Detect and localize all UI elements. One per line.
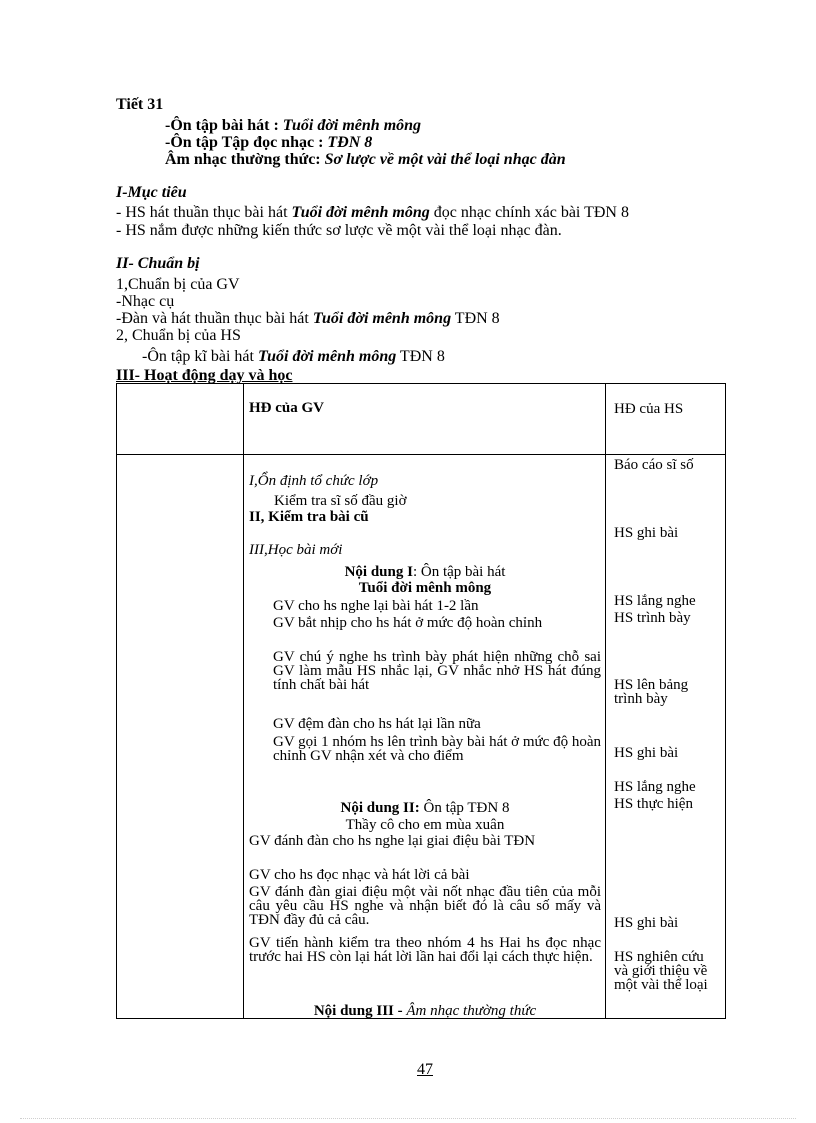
- content-2-title: [249, 801, 601, 815]
- hs-preparation-item: [142, 348, 445, 366]
- music-knowledge-prefix: Âm nhạc thường thức:: [165, 151, 325, 168]
- content-3-label: Nội dung III -: [313, 1003, 407, 1019]
- gv-preparation-item-2: [116, 310, 500, 328]
- hs-activity-3: HS lắng nghe: [614, 593, 696, 609]
- gv-section-2-heading: II, Kiểm tra bài cũ: [249, 509, 369, 525]
- gv-step-4: GV đệm đàn cho hs hát lại lần nữa: [273, 716, 481, 732]
- objective-item-2: - HS nắm được những kiến thức sơ lược về một vài thể loại nhạc đàn.: [116, 222, 562, 239]
- hs-activity-10: HS nghiên cứu và giới thiệu về một vài thể loại: [614, 949, 708, 993]
- gv-step-2: GV bắt nhịp cho hs hát ở mức độ hoàn chỉnh: [273, 615, 543, 631]
- review-sight-reading-prefix: -Ôn tập Tập đọc nhạc :: [165, 134, 328, 151]
- page-bottom-border: [20, 1118, 796, 1119]
- gv-step-7: GV cho hs đọc nhạc và hát lời cả bài: [249, 867, 470, 883]
- content-2-text: Ôn tập TĐN 8: [419, 800, 510, 816]
- hs-activity-7: HS lắng nghe: [614, 779, 696, 795]
- gv-column-header: HĐ của GV: [249, 400, 324, 416]
- gv-section-1-heading: I,Ổn định tổ chức lớp: [249, 473, 379, 489]
- hs-preparation-item-song: Tuổi đời mênh mông: [257, 348, 397, 365]
- gv-step-9: GV tiến hành kiểm tra theo nhóm 4 hs Hai hs đọc nhạc trước hai HS còn lại hát lời lần hai đổi lại cách thực hiện.: [249, 935, 601, 965]
- gv-section-3-heading: III,Học bài mới: [249, 542, 343, 558]
- hs-preparation-item-post: TĐN 8: [396, 348, 445, 365]
- content-2-label: Nội dung II:: [340, 800, 420, 816]
- hs-activity-1: Báo cáo sĩ số: [614, 457, 694, 473]
- gv-step-8: GV đánh đàn giai điệu một vài nốt nhạc đầu tiên của mỗi câu yêu cầu HS nghe và nhận biết đó là câu số mấy và TĐN đầy đủ cả câu.: [249, 884, 601, 928]
- music-knowledge-line: [165, 151, 566, 169]
- content-3-text: Âm nhạc thường thức: [406, 1003, 537, 1019]
- hs-activity-2: HS ghi bài: [614, 525, 679, 541]
- hs-column-header: HĐ của HS: [614, 401, 684, 417]
- gv-preparation-item-1: -Nhạc cụ: [116, 293, 175, 310]
- activities-heading: III- Hoạt động dạy và học: [116, 367, 293, 384]
- gv-preparation-item-2-song: Tuổi đời mênh mông: [312, 310, 452, 327]
- activities-table: [116, 383, 726, 1019]
- review-song-title: Tuổi đời mênh mông: [282, 117, 422, 134]
- objective-item-1: [116, 204, 629, 222]
- lesson-number: Tiết 31: [116, 96, 164, 113]
- hs-activity-5: HS lên bảng trình bày: [614, 677, 689, 707]
- gv-step-3: GV chú ý nghe hs trình bày phát hiện những chỗ sai GV làm mẫu HS nhắc lại, GV nhắc nhở HS hát đúng tính chất bài hát: [273, 649, 601, 693]
- objectives-heading: I-Mục tiêu: [116, 184, 187, 201]
- header-row-divider: [117, 454, 725, 455]
- review-sight-reading-title: TĐN 8: [327, 134, 373, 151]
- hs-activity-4: HS trình bày: [614, 610, 691, 626]
- hs-preparation-heading: 2, Chuẩn bị của HS: [116, 327, 241, 344]
- music-knowledge-title: Sơ lược về một vài thể loại nhạc đàn: [324, 151, 566, 168]
- review-sight-reading-line: [165, 134, 372, 152]
- column-divider-1: [243, 384, 244, 1018]
- content-1-title: [249, 565, 601, 579]
- content-1-song: Tuổi đời mênh mông: [358, 580, 492, 596]
- objective-item-1-song: Tuổi đời mênh mông: [291, 204, 430, 221]
- hs-preparation-item-pre: -Ôn tập kĩ bài hát: [142, 348, 258, 365]
- gv-preparation-item-2-pre: -Đàn và hát thuần thục bài hát: [116, 310, 313, 327]
- hs-activity-9: HS ghi bài: [614, 915, 679, 931]
- preparation-heading: II- Chuẩn bị: [116, 255, 200, 272]
- hs-activity-6: HS ghi bài: [614, 745, 679, 761]
- content-2-song: Thầy cô cho em mùa xuân: [345, 817, 505, 833]
- gv-preparation-heading: 1,Chuẩn bị của GV: [116, 276, 240, 293]
- column-divider-2: [605, 384, 606, 1018]
- gv-step-1: GV cho hs nghe lại bài hát 1-2 lần: [273, 598, 479, 614]
- gv-step-6: GV đánh đàn cho hs nghe lại giai điệu bài TĐN: [249, 833, 536, 849]
- objective-item-1-post: đọc nhạc chính xác bài TĐN 8: [429, 204, 629, 221]
- page-number: 47: [417, 1061, 433, 1078]
- gv-section-1-text: Kiểm tra sĩ số đầu giờ: [274, 493, 407, 509]
- gv-preparation-item-2-post: TĐN 8: [451, 310, 500, 327]
- content-1-text: : Ôn tập bài hát: [412, 564, 506, 580]
- objective-item-1-pre: - HS hát thuần thục bài hát: [116, 204, 292, 221]
- review-song-line: [165, 117, 421, 135]
- review-song-prefix: -Ôn tập bài hát :: [165, 117, 283, 134]
- hs-activity-8: HS thực hiện: [614, 796, 693, 812]
- content-1-label: Nội dung I: [344, 564, 413, 580]
- content-3-title: [249, 1004, 601, 1018]
- gv-step-5: GV gọi 1 nhóm hs lên trình bày bài hát ở mức độ hoàn chỉnh GV nhận xét và cho điểm: [273, 734, 601, 764]
